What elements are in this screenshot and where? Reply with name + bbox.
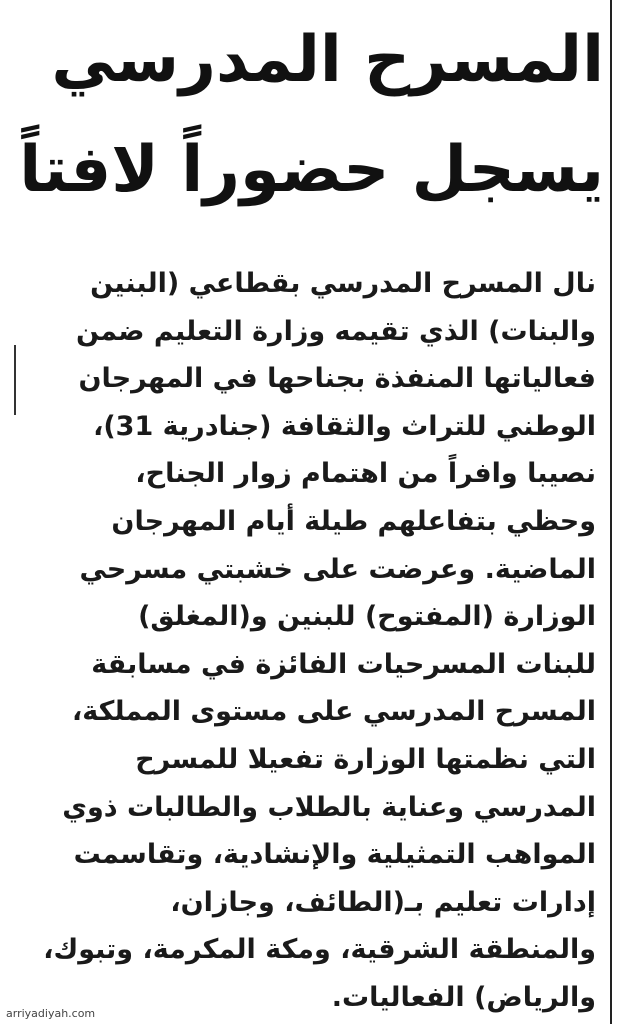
headline-line-1: المسرح المدرسي [51,23,604,97]
body-line: المسرح المدرسي على مستوى المملكة، [72,696,596,728]
body-line: للبنات المسرحيات الفائزة في مسابقة [91,648,596,680]
body-line: والمنطقة الشرقية، ومكة المكرمة، وتبوك، [43,934,596,966]
body-line: الوطني للتراث والثقافة (جنادرية 31)، [93,410,596,442]
body-line: التي نظمتها الوزارة تفعيلا للمسرح [135,743,596,775]
article-body [20,260,596,1022]
body-line: نال المسرح المدرسي بقطاعي (البنين [90,268,596,299]
body-line: فعالياتها المنفذة بجناحها في المهرجان [78,363,596,395]
column-divider [610,0,612,1024]
body-line: المدرسي وعناية بالطلاب والطالبات ذوي [62,791,596,823]
body-line: وحظي بتفاعلهم طيلة أيام المهرجان [111,505,596,537]
body-line: الماضية. وعرضت على خشبتي مسرحي [79,553,596,585]
body-line: المواهب التمثيلية والإنشادية، وتقاسمت [73,839,596,871]
body-line: والرياض) الفعاليات. [331,981,596,1013]
body-line: إدارات تعليم بـ(الطائف، وجازان، [170,886,596,918]
text-cursor-mark [14,345,16,415]
headline-line-2: يسجل حضوراً لافتاً [19,133,604,207]
body-line: والبنات) الذي تقيمه وزارة التعليم ضمن [75,315,596,347]
body-line: نصيبا وافراً من اهتمام زوار الجناح، [135,458,596,490]
source-watermark: arriyadiyah.com [6,1007,96,1020]
body-line: الوزارة (المفتوح) للبنين و(المغلق) [138,601,596,633]
